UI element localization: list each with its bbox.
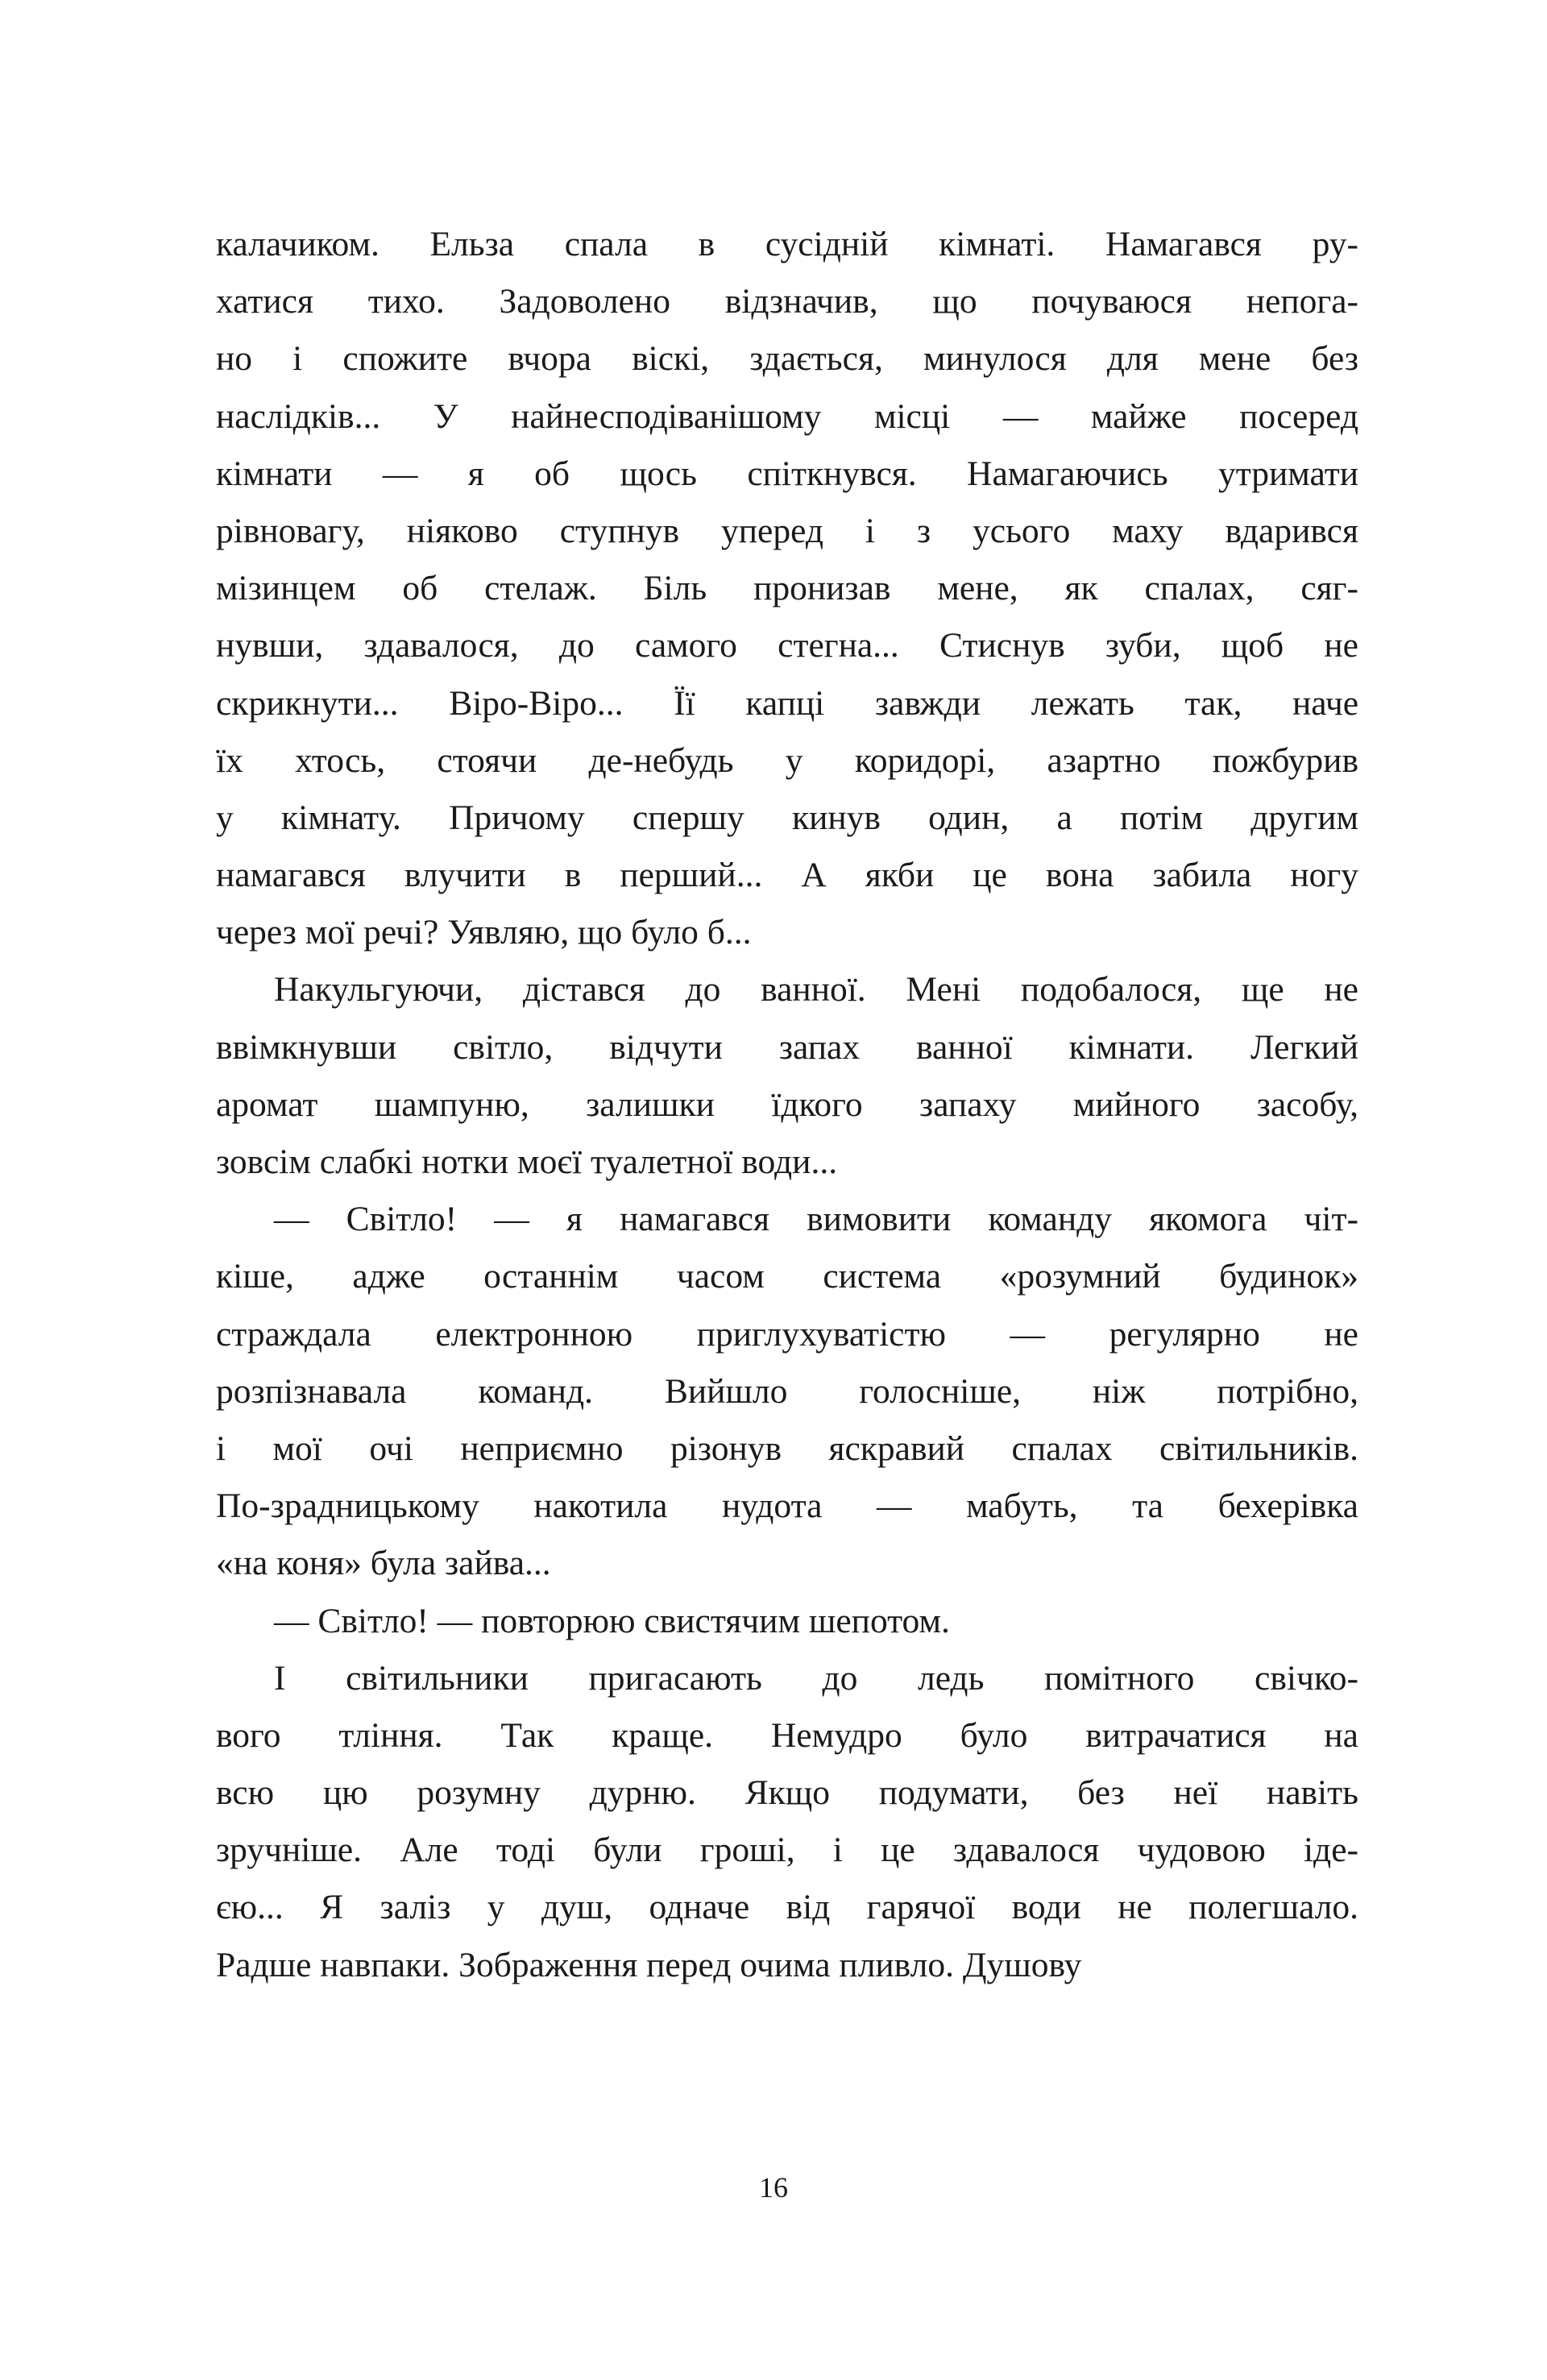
text-line-content: мізинцем об стелаж. Біль пронизав мене, як спалах, сяг- [216,569,1358,608]
text-line [216,1134,1358,1191]
page-body-text [216,216,1358,1994]
text-line [216,1478,1358,1535]
text-line-content: Накульгуючи, дістався до ванної. Мені подобалося, ще не [274,970,1358,1010]
text-line-content: ввімкнувши світло, відчути запах ванної кімнати. Легкий [216,1027,1358,1067]
text-line [216,1707,1358,1764]
text-line-content: їх хтось, стоячи де-небудь у коридорі, азартно пожбурив [216,740,1359,780]
text-line [216,847,1358,904]
text-line-content: зручніше. Але тоді були гроші, і це здавалося чудовою іде- [216,1831,1358,1870]
text-line-content: — Світло! — я намагався вимовити команду якомога чіт- [274,1200,1358,1239]
text-line [216,1076,1358,1134]
text-line [216,1650,1358,1707]
text-line-content: кіше, адже останнім часом система «розумний будинок» [216,1257,1358,1296]
text-line [216,388,1358,446]
text-line [216,1363,1358,1420]
text-line-content: скрикнути... Віро-Віро... Її капці завжди лежать так, наче [216,683,1359,723]
text-line [216,790,1358,847]
text-line [216,1535,1358,1592]
text-line-content: калачиком. Ельза спала в сусідній кімнаті. Намагався ру- [216,225,1358,263]
text-line-content: розпізнавала команд. Вийшло голосніше, ніж потрібно, [216,1371,1358,1411]
text-line-content: Радше навпаки. Зображення перед очима пливло. Душову [216,1945,1082,1984]
text-line-content: намагався влучити в перший... А якби це вона забила ногу [216,856,1358,895]
text-line [216,503,1358,560]
text-line-content: зовсім слабкі нотки моєї туалетної води... [216,1142,838,1181]
text-line-content: і мої очі неприємно різонув яскравий спалах світильників. [216,1428,1358,1468]
page-number: 16 [759,2171,788,2204]
text-line-content: По-зрадницькому накотила нудота — мабуть, та бехерівка [216,1486,1358,1526]
text-line [216,675,1358,732]
text-line [216,1019,1358,1076]
text-line [216,560,1358,617]
text-line-content: всю цю розумну дурню. Якщо подумати, без неї навіть [216,1773,1358,1813]
text-line-content: рівновагу, ніяково ступнув уперед і з усього маху вдарився [216,511,1358,550]
text-line [216,1593,1358,1650]
text-line-content: аромат шампуню, залишки їдкого запаху мийного засобу, [216,1084,1358,1124]
text-line [216,1937,1358,1994]
text-line-content: через мої речі? Уявляю, що було б... [216,913,752,952]
text-line [216,1879,1358,1936]
text-line [216,732,1358,790]
text-line-content: кімнати — я об щось спіткнувся. Намагаючись утримати [216,454,1358,493]
text-line [216,330,1358,388]
text-line [216,617,1358,674]
text-line-content: нувши, здавалося, до самого стегна... Стиснув зуби, щоб не [216,626,1358,665]
text-line [216,1248,1358,1305]
text-line [216,216,1358,273]
text-line-content: — Світло! — повторюю свистячим шепотом. [274,1601,950,1640]
text-line [216,904,1358,961]
text-line-content: І світильники пригасають до ледь помітного свічко- [274,1658,1358,1698]
text-line-content: хатися тихо. Задоволено відзначив, що почуваюся непога- [216,282,1358,321]
text-line-content: но і спожите вчора віскі, здається, минулося для мене без [216,339,1358,379]
text-line [216,1420,1358,1478]
text-line [216,1822,1358,1879]
text-line-content: «на коня» була зайва... [216,1544,551,1583]
text-line-content: єю... Я заліз у душ, одначе від гарячої води не полегшало. [216,1888,1358,1927]
text-line [216,1306,1358,1363]
text-line [216,961,1358,1018]
text-line [216,1764,1358,1822]
text-line [216,446,1358,503]
text-line-content: наслідків... У найнесподіванішому місці — майже посеред [216,396,1358,436]
text-line-content: у кімнату. Причому спершу кинув один, а потім другим [216,798,1358,837]
text-line-content: страждала електронною приглухуватістю — регулярно не [216,1314,1358,1354]
text-line [216,1191,1358,1248]
text-line [216,273,1358,330]
text-line-content: вого тління. Так краще. Немудро було витрачатися на [216,1715,1358,1755]
